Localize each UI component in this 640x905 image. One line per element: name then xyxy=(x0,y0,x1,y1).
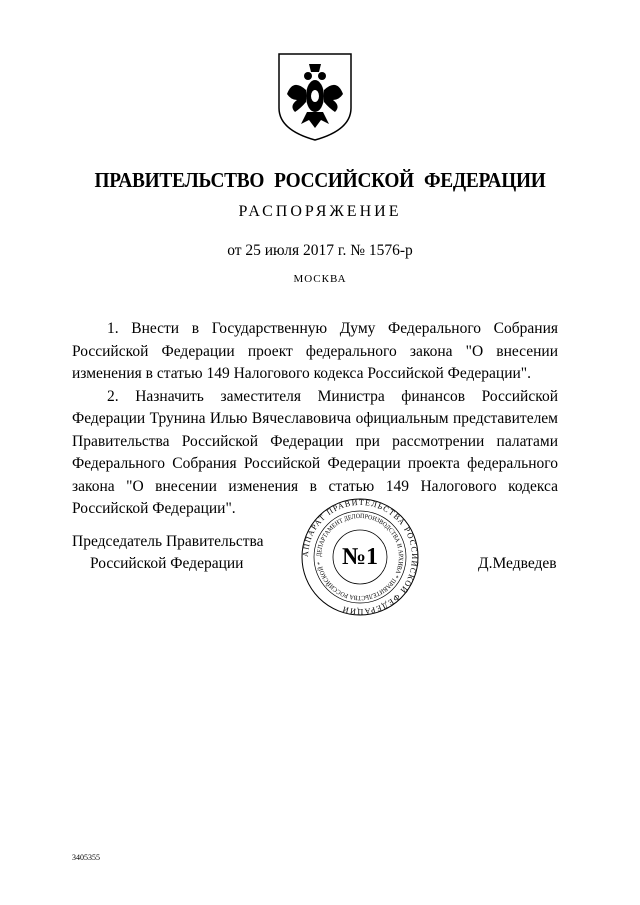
document-type: РАСПОРЯЖЕНИЕ xyxy=(238,203,402,220)
signatory-name: Д.Медведев xyxy=(478,555,557,572)
signatory-position-line2: Российской Федерации xyxy=(90,555,244,572)
stamp-outer-text: АППАРАТ ПРАВИТЕЛЬСТВА РОССИЙСКОЙ ФЕДЕРАЦИИ xyxy=(300,497,420,617)
signatory-position-line1: Председатель Правительства xyxy=(72,533,264,550)
paragraph-1: 1. Внести в Государственную Думу Федерального Собрания Российской Федерации проект федерального закона "О внесении изменения в статью 149 Налогового кодекса Российской Федерации". xyxy=(72,320,558,382)
date-number-line: от 25 июля 2017 г. № 1576-р xyxy=(227,242,413,259)
coat-of-arms-icon xyxy=(275,50,355,142)
city: МОСКВА xyxy=(293,273,347,285)
paragraph-2: 2. Назначить заместителя Министра финансов Российской Федерации Трунина Илью Вячеславовича официальным представителем Правительства Российской Федерации при рассмотрении палатами Федерального Собрания Российской Федерации проекта федерального закона "О внесении изменения в статью 149 Налогового кодекса Российской Федерации". xyxy=(72,387,558,517)
issuer-title: ПРАВИТЕЛЬСТВО РОССИЙСКОЙ ФЕДЕРАЦИИ xyxy=(94,168,546,192)
document-code: 3405355 xyxy=(72,853,100,862)
stamp-inner-text: ДЕПАРТАМЕНТ ДЕЛОПРОИЗВОДСТВА И АРХИВА * ПРАВИТЕЛЬСТВА РОССИЙСКОЙ * xyxy=(315,512,405,602)
stamp-number: №1 xyxy=(341,544,379,570)
document-body xyxy=(72,318,558,521)
